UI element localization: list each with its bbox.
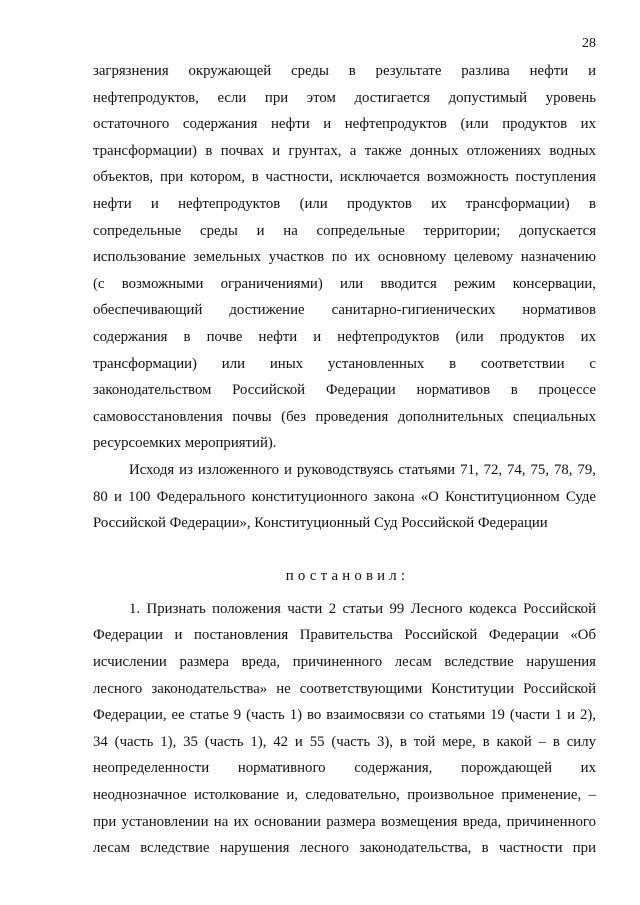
resolved-heading: постановил:: [285, 568, 410, 585]
text-line: 1. Признать положения части 2 статьи 99 Лесного кодекса Российской: [129, 600, 596, 617]
spacer: [93, 537, 596, 564]
text-line: использование земельных участков по их основному целевому назначению: [93, 249, 596, 266]
text-line: законодательством Российской Федерации нормативов в процессе: [93, 382, 596, 399]
text-line: трансформации) или иных установленных в соответствии с: [93, 355, 596, 372]
text-line: Федерации и постановления Правительства Российской Федерации «Об: [93, 627, 596, 644]
text-line: 80 и 100 Федерального конституционного закона «О Конституционном Суде: [93, 488, 596, 505]
text-line: сопредельные среды и на сопредельные территории; допускается: [93, 222, 596, 239]
text-line: Федерации, ее статье 9 (часть 1) во взаимосвязи со статьями 19 (части 1 и 2),: [93, 707, 596, 724]
text-line: объектов, при котором, в частности, исключается возможность поступления: [93, 169, 596, 186]
text-line: Российской Федерации», Конституционный Суд Российской Федерации: [93, 515, 548, 532]
text-line: неоднозначное истолкование и, следовательно, произвольное применение, –: [93, 787, 596, 804]
text-line: загрязнения окружающей среды в результате разлива нефти и: [93, 63, 596, 79]
page-number: 28: [582, 36, 596, 51]
paragraph-continuation: [93, 58, 596, 457]
text-line: лесам вследствие нарушения лесного законодательства, в частности при: [93, 840, 596, 857]
text-line: остаточного содержания нефти и нефтепродуктов (или продуктов их: [93, 116, 596, 133]
text-line: нефти и нефтепродуктов (или продуктов их трансформации) в: [93, 195, 596, 212]
text-line: самовосстановления почвы (без проведения дополнительных специальных: [93, 408, 596, 425]
text-line: содержания в почве нефти и нефтепродуктов (или продуктов их: [93, 328, 596, 345]
text-line: 34 (часть 1), 35 (часть 1), 42 и 55 (часть 3), в той мере, в какой – в силу: [93, 733, 596, 750]
text-line: исчислении размера вреда, причиненного лесам вследствие нарушения: [93, 654, 596, 671]
paragraph-resolution-1: [93, 596, 596, 862]
text-line: (с возможными ограничениями) или вводится режим консервации,: [93, 275, 596, 292]
text-line: трансформации) в почвах и грунтах, а также донных отложениях водных: [93, 142, 596, 159]
paragraph-basis: [93, 457, 596, 537]
text-line: неопределенности нормативного содержания, порождающей их: [93, 760, 596, 777]
text-line: лесного законодательства» не соответствующими Конституции Российской: [93, 680, 596, 697]
text-line: ресурсоемких мероприятий).: [93, 435, 277, 452]
text-line: нефтепродуктов, если при этом достигается допустимый уровень: [93, 89, 596, 106]
document-body: [93, 58, 596, 862]
text-line: при установлении на их основании размера возмещения вреда, причиненного: [93, 813, 596, 830]
text-line: обеспечивающий достижение санитарно-гигиенических нормативов: [93, 302, 596, 319]
text-line: Исходя из изложенного и руководствуясь статьями 71, 72, 74, 75, 78, 79,: [129, 461, 596, 478]
